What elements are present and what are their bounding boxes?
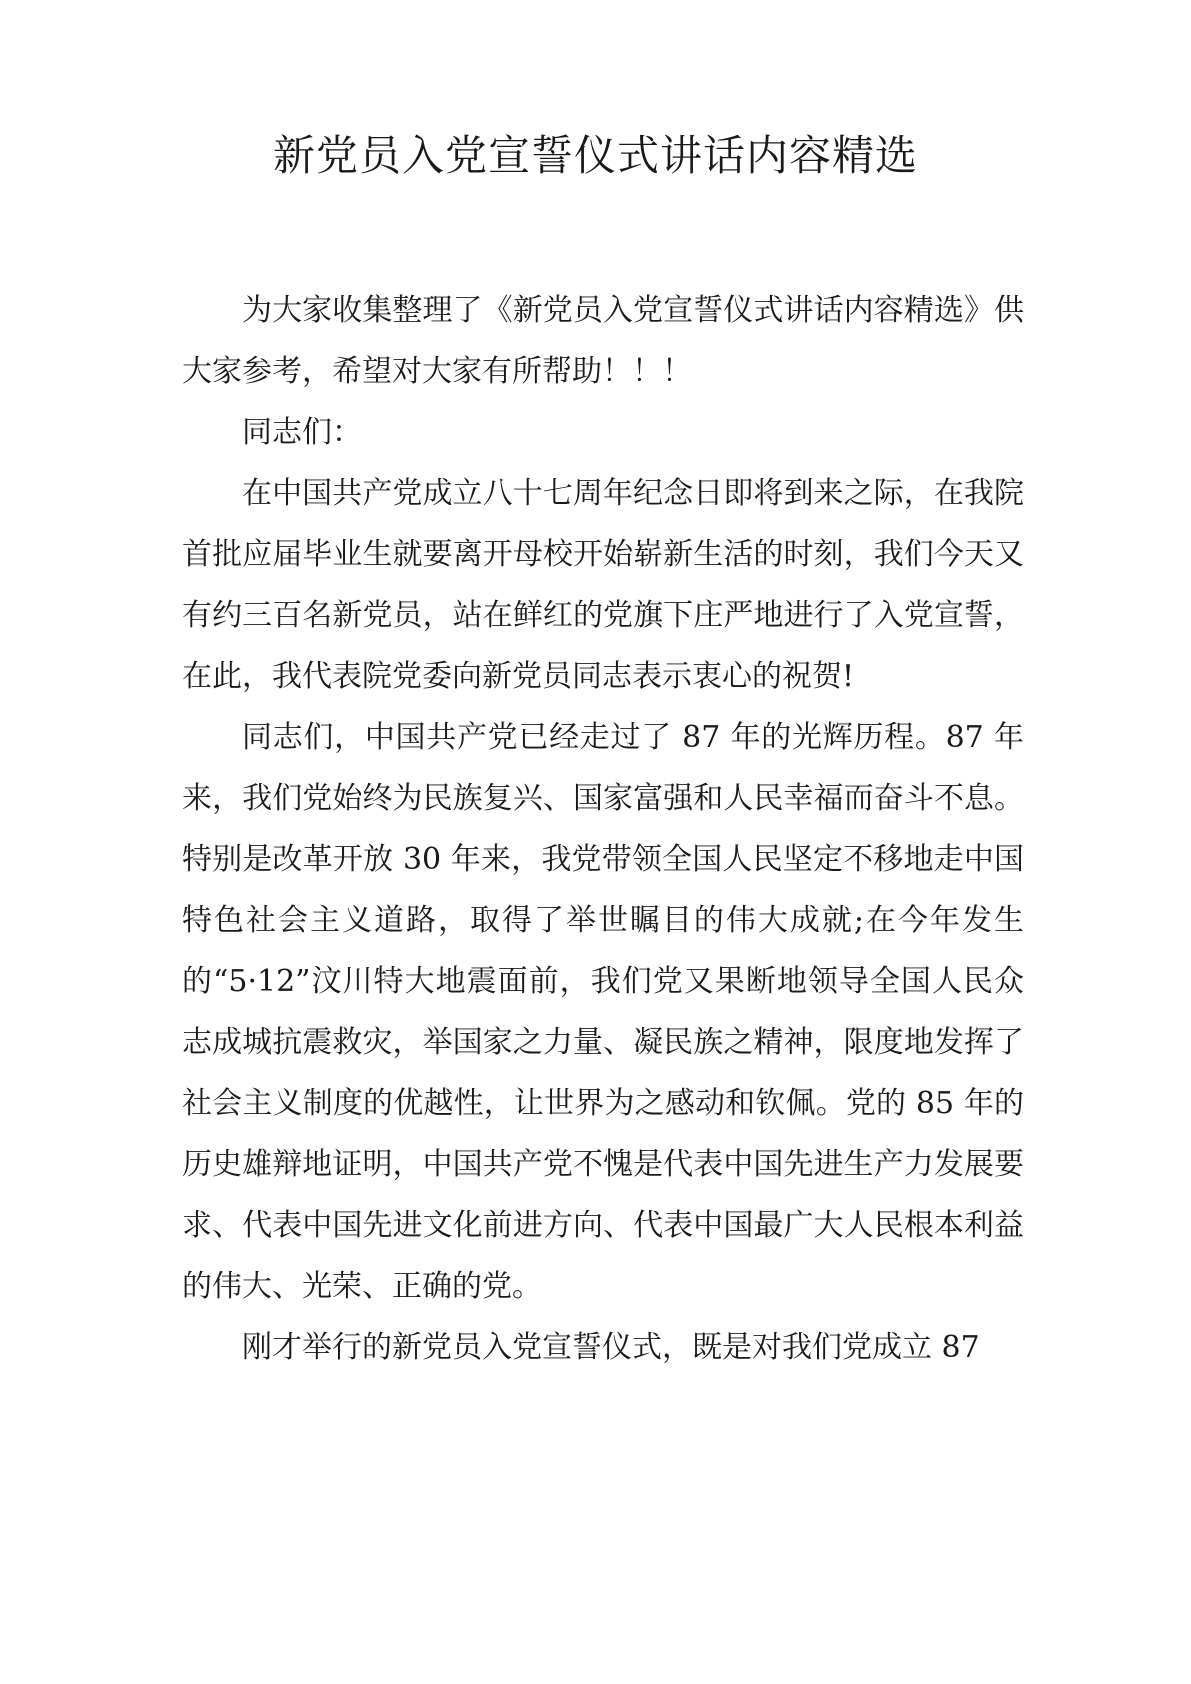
- paragraph-salutation: 同志们：: [242, 415, 362, 450]
- paragraph-intro: 为大家收集整理了《新党员入党宣誓仪式讲话内容精选》供大家参考，希望对大家有所帮助！！！: [182, 293, 1024, 389]
- document-title: 新党员入党宣誓仪式讲话内容精选: [272, 131, 918, 180]
- paragraph-congratulation: 在中国共产党成立八十七周年纪念日即将到来之际，在我院首批应届毕业生就要离开母校开始崭新生活的时刻，我们今天又有约三百名新党员，站在鲜红的党旗下庄严地进行了入党宣誓，在此，我代表院党委向新党员同志表示衷心的祝贺!: [182, 476, 1024, 694]
- paragraph-ceremony: 刚才举行的新党员入党宣誓仪式，既是对我们党成立 87: [242, 1330, 980, 1365]
- document-body: [182, 280, 1024, 1378]
- paragraph-history: 同志们，中国共产党已经走过了 87 年的光辉历程。87 年来，我们党始终为民族复兴、国家富强和人民幸福而奋斗不息。特别是改革开放 30 年来，我党带领全国人民坚定不移地走中国特色社会主义道路，取得了举世瞩目的伟大成就;在今年发生的“5·12”汶川特大地震面前，我们党又果断地领导全国人民众志成城抗震救灾，举国家之力量、凝民族之精神，限度地发挥了社会主义制度的优越性，让世界为之感动和钦佩。党的 85 年的历史雄辩地证明，中国共产党不愧是代表中国先进生产力发展要求、代表中国先进文化前进方向、代表中国最广大人民根本利益的伟大、光荣、正确的党。: [182, 720, 1024, 1304]
